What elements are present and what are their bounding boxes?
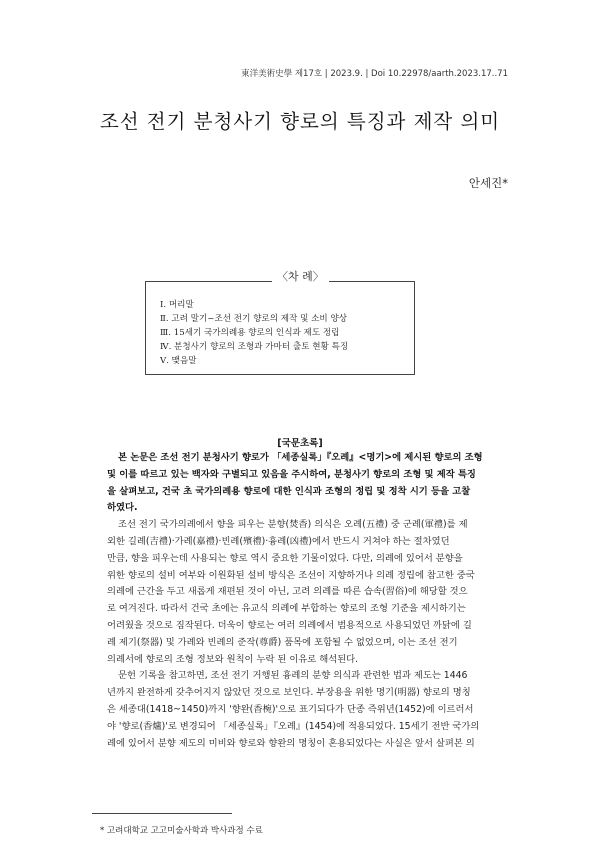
- abstract-line: 년까지 완전하게 갖추어지지 않았던 것으로 보인다. 부장용을 위한 명기(明器) 향로의 명칭: [107, 687, 471, 699]
- abstract-label: [국문초록]: [277, 438, 323, 449]
- author-name: 안세진*: [468, 176, 508, 190]
- footnote: * 고려대학교 고고미술사학과 박사과정 수료: [100, 826, 263, 836]
- journal-header: 東洋美術史學 제17호 | 2023.9. | Doi 10.22978/aarth.2023.17..71: [241, 69, 508, 79]
- toc-item: Ⅴ. 맺음말: [160, 356, 197, 366]
- toc-list: [160, 298, 348, 368]
- abstract-line: 어려웠을 것으로 짐작된다. 더욱이 향로는 여러 의례에서 범용적으로 사용되었던 까닭에 길: [107, 619, 472, 631]
- abstract-line: 을 살펴보고, 건국 초 국가의례용 향로에 대한 인식과 조형의 정립 및 정착 시기 등을 고찰: [107, 485, 471, 497]
- abstract-line: 은 세종대(1418~1450)까지 '향완(香椀)'으로 표기되다가 단종 즉위년(1452)에 이르러서: [107, 703, 474, 715]
- toc-item: Ⅲ. 15세기 국가의례용 향로의 인식과 제도 정립: [160, 328, 340, 338]
- abstract-line: 만큼, 향을 피우는데 사용되는 향로 역시 중요한 기물이었다. 다만, 의례에 있어서 분향을: [107, 552, 463, 564]
- abstract-line: 본 논문은 조선 전기 분청사기 향로가 「세종실록」『오례』<명기>에 제시된 향로의 조형: [118, 452, 483, 463]
- footnote-divider: [92, 813, 232, 814]
- toc-item: Ⅰ. 머리말: [160, 300, 194, 310]
- abstract-body: [107, 450, 507, 752]
- abstract-line: 위한 향로의 설비 여부와 이원화된 설비 방식은 조선이 지향하거나 의례 정립에 참고한 중국: [107, 569, 475, 581]
- abstract-line: 조선 전기 국가의례에서 향을 피우는 분향(焚香) 의식은 오례(五禮) 중 군례(軍禮)를 제: [118, 519, 468, 531]
- abstract-line: 례에 있어서 분향 제도의 미비와 향로와 향완의 명칭이 혼용되었다는 사실은 앞서 살펴본 의: [107, 737, 475, 749]
- abstract-line: 하였다.: [107, 502, 138, 514]
- toc-item: Ⅳ. 분청사기 향로의 조형과 가마터 출토 현황 특징: [160, 342, 349, 352]
- abstract-line: 및 이를 따르고 있는 백자와 구별되고 있음을 주시하여, 분청사기 향로의 조형 및 제작 특징: [107, 468, 476, 480]
- abstract-line: 문헌 기록을 참고하면, 조선 전기 거행된 흉례의 분향 의식과 관련한 법과 제도는 1446: [118, 670, 468, 682]
- abstract-line: 의례서에 향로의 조형 정보와 원칙이 누락 된 이유로 해석된다.: [107, 653, 359, 665]
- abstract-line: 례 제기(祭器) 및 가례와 빈례의 준작(尊爵) 품목에 포함될 수 없었으며, 이는 조선 전기: [107, 636, 458, 648]
- abstract-line: 야 '향로(香爐)'로 변경되어 「세종실록」『오례』(1454)에 적용되었다. 15세기 전반 국가의: [107, 720, 480, 732]
- toc-item: Ⅱ. 고려 말기~조선 전기 향로의 제작 및 소비 양상: [160, 314, 348, 324]
- abstract-line: 외한 길례(吉禮)·가례(嘉禮)·빈례(殯禮)·흉례(凶禮)에서 반드시 거쳐야 하는 절차였던: [107, 535, 450, 547]
- paper-title: 조선 전기 분청사기 향로의 특징과 제작 의미: [99, 110, 501, 133]
- toc-heading: 〈차 례〉: [272, 268, 329, 284]
- abstract-line: 의례에 근간을 두고 새롭게 재편된 것이 아닌, 고려 의례를 따른 습속(習俗)에 해당할 것으: [107, 586, 468, 598]
- abstract-line: 로 여겨진다. 따라서 건국 초에는 유교식 의례에 부합하는 향로의 조형 기준을 제시하기는: [107, 603, 466, 615]
